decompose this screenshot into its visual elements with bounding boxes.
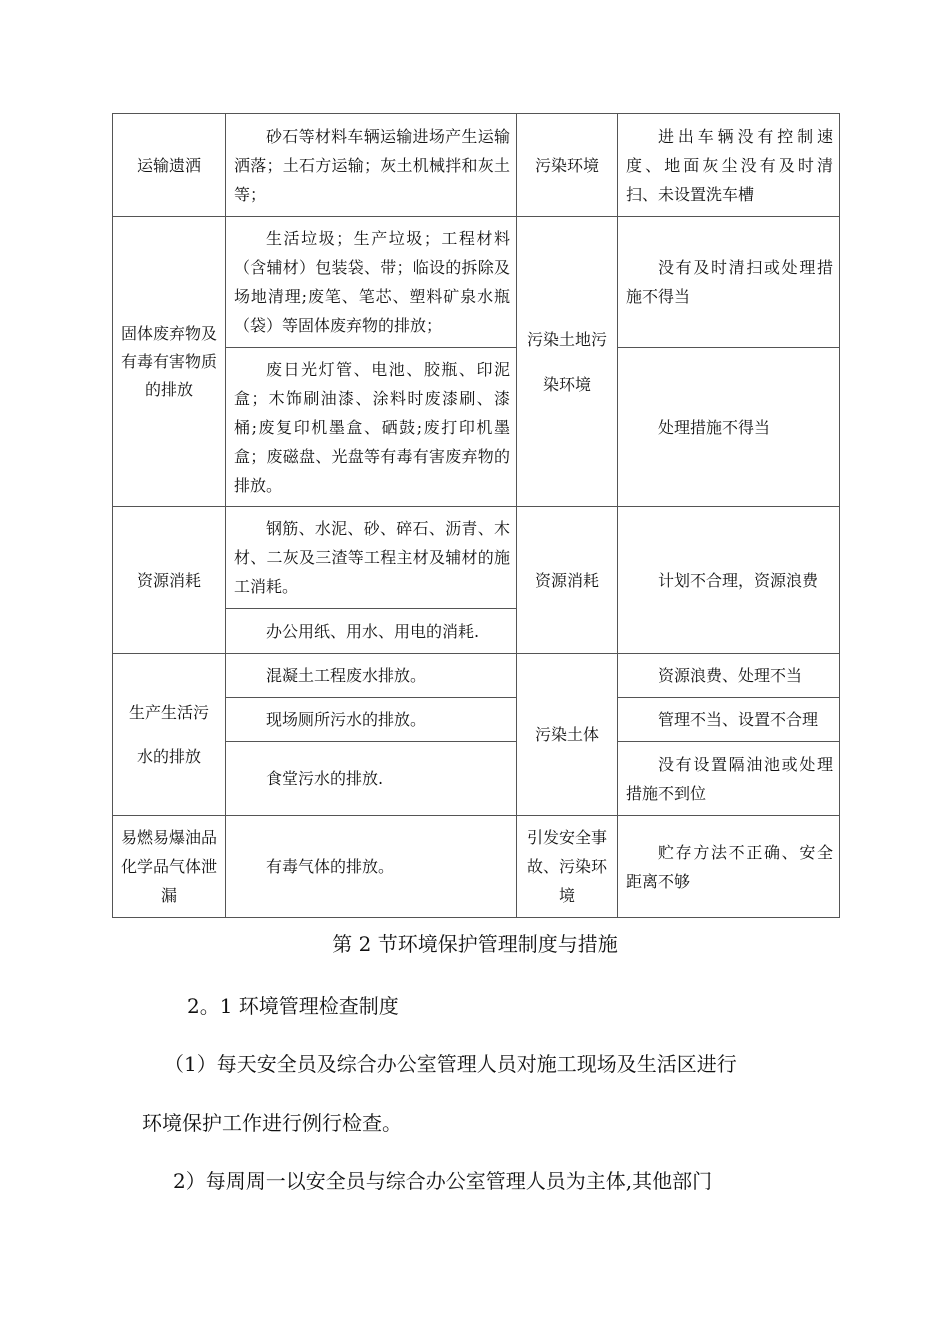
activity-cell: 有毒气体的排放。 bbox=[226, 816, 517, 918]
table-row bbox=[113, 816, 840, 918]
cause-cell: 管理不当、设置不合理 bbox=[618, 698, 840, 742]
cause-cell: 计划不合理，资源浪费 bbox=[618, 507, 840, 654]
activity-cell: 废日光灯管、电池、胶瓶、印泥盒；木饰刷油漆、涂料时废漆刷、漆桶;废复印机墨盒、硒鼓;废打印机墨盒；废磁盘、光盘等有毒有害废弃物的排放。 bbox=[226, 348, 517, 507]
sub-heading: 2。1 环境管理检查制度 bbox=[187, 994, 399, 1018]
table-row bbox=[113, 114, 840, 217]
cause-cell: 处理措施不得当 bbox=[618, 348, 840, 507]
activity-cell: 办公用纸、用水、用电的消耗. bbox=[226, 609, 517, 654]
impact-cell: 污染环境 bbox=[517, 114, 618, 217]
activity-cell: 混凝土工程废水排放。 bbox=[226, 654, 517, 698]
table-row bbox=[113, 654, 840, 698]
paragraph-line: （1）每天安全员及综合办公室管理人员对施工现场及生活区进行 bbox=[164, 1052, 737, 1076]
factor-cell: 固体废弃物及有毒有害物质的排放 bbox=[113, 217, 226, 507]
section-heading: 第 2 节环境保护管理制度与措施 bbox=[332, 932, 618, 956]
cause-cell: 没有设置隔油池或处理措施不到位 bbox=[618, 742, 840, 816]
activity-cell: 砂石等材料车辆运输进场产生运输洒落；土石方运输；灰土机械拌和灰土等； bbox=[226, 114, 517, 217]
paragraph-line: 2）每周周一以安全员与综合办公室管理人员为主体,其他部门 bbox=[173, 1169, 713, 1193]
factor-cell: 生产生活污水的排放 bbox=[113, 654, 226, 816]
cause-cell: 没有及时清扫或处理措施不得当 bbox=[618, 217, 840, 348]
activity-cell: 现场厕所污水的排放。 bbox=[226, 698, 517, 742]
table-row bbox=[113, 507, 840, 609]
cause-cell: 进出车辆没有控制速度、地面灰尘没有及时清扫、未设置洗车槽 bbox=[618, 114, 840, 217]
impact-cell: 引发安全事故、污染环境 bbox=[517, 816, 618, 918]
activity-cell: 食堂污水的排放. bbox=[226, 742, 517, 816]
factor-cell: 资源消耗 bbox=[113, 507, 226, 654]
paragraph-line: 环境保护工作进行例行检查。 bbox=[142, 1111, 402, 1135]
activity-cell: 钢筋、水泥、砂、碎石、沥青、木材、二灰及三渣等工程主材及辅材的施工消耗。 bbox=[226, 507, 517, 609]
factor-cell: 运输遗洒 bbox=[113, 114, 226, 217]
cause-cell: 贮存方法不正确、安全距离不够 bbox=[618, 816, 840, 918]
table-row bbox=[113, 217, 840, 348]
cause-cell: 资源浪费、处理不当 bbox=[618, 654, 840, 698]
factor-cell: 易燃易爆油品化学品气体泄漏 bbox=[113, 816, 226, 918]
activity-cell: 生活垃圾；生产垃圾；工程材料（含辅材）包装袋、带；临设的拆除及场地清理;废笔、笔芯、塑料矿泉水瓶（袋）等固体废弃物的排放； bbox=[226, 217, 517, 348]
impact-cell: 资源消耗 bbox=[517, 507, 618, 654]
environment-factor-table bbox=[112, 113, 840, 918]
impact-cell: 污染土地污染环境 bbox=[517, 217, 618, 507]
impact-cell: 污染土体 bbox=[517, 654, 618, 816]
